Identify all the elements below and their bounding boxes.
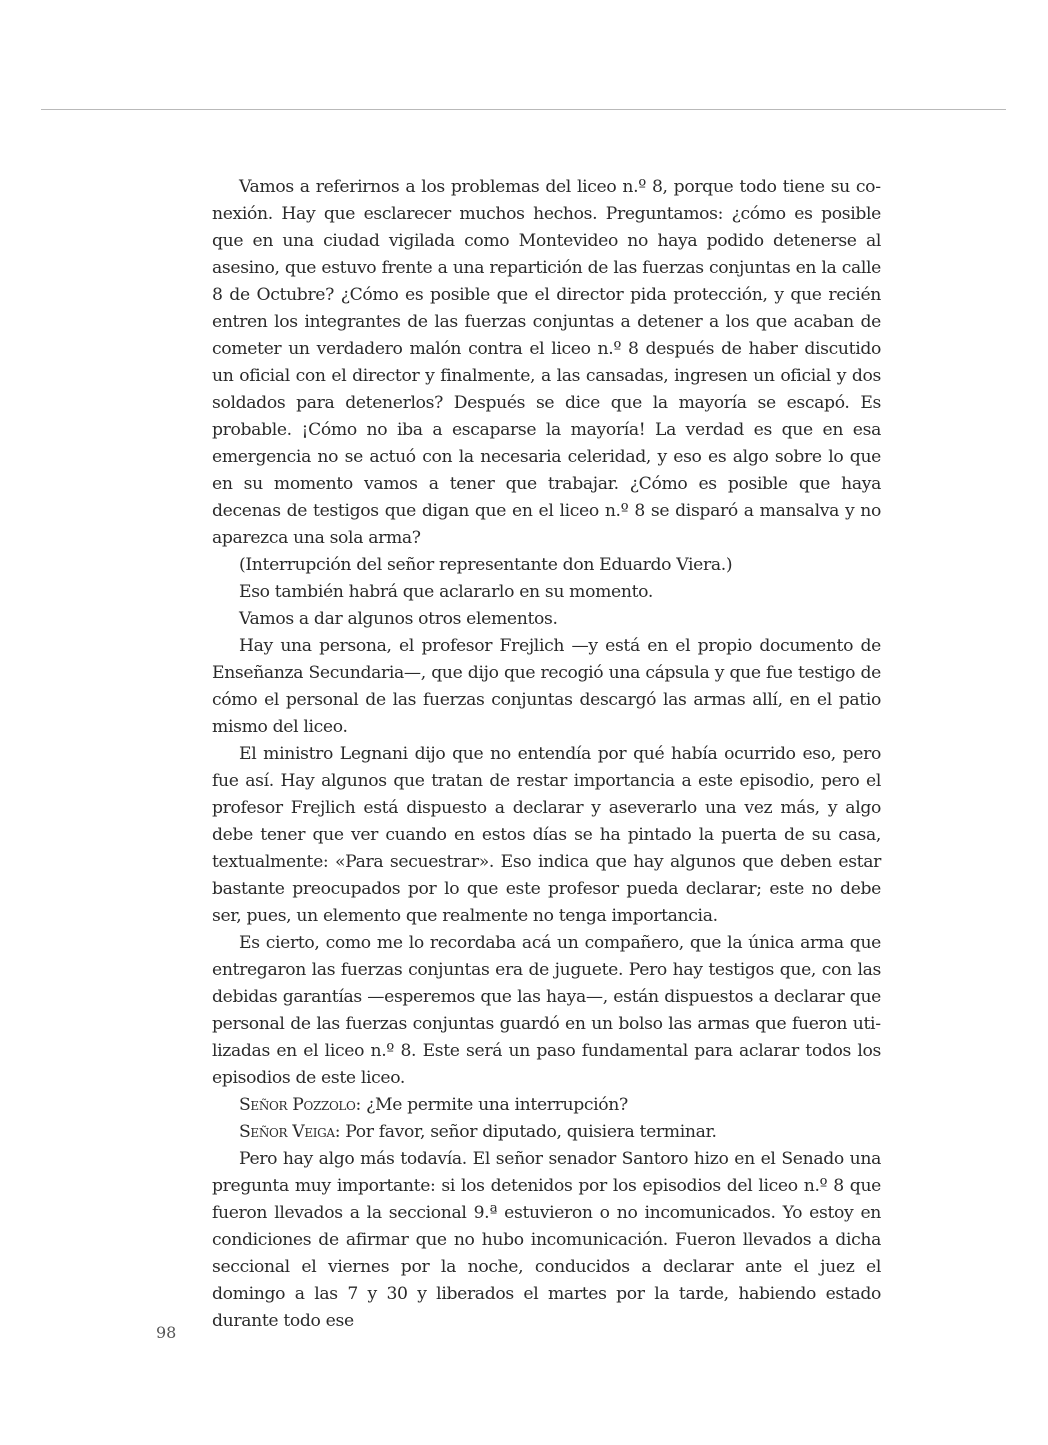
speaker-line <box>212 1119 881 1146</box>
paragraph: (Interrupción del señor representante don Eduardo Viera.) <box>239 555 733 575</box>
page-number: 98 <box>156 1323 177 1342</box>
header-rule <box>41 109 1006 110</box>
paragraph: Vamos a dar algunos otros elementos. <box>239 609 558 629</box>
paragraph: Hay una persona, el profesor Frejlich —y está en el propio documento de Enseñanza Secundaria—, que dijo que recogió una cápsula y que fue testigo de cómo el personal de las fuerzas conjuntas descargó las armas allí, en el patio mismo del liceo. <box>212 636 881 737</box>
body-text <box>212 174 881 1335</box>
paragraph: Eso también habrá que aclararlo en su momento. <box>239 582 653 602</box>
speaker-name: Señor Pozzolo <box>239 1095 356 1115</box>
paragraph: Es cierto, como me lo recordaba acá un compañero, que la única arma que entregaron las fuerzas conjuntas era de juguete. Pero hay testigos que, con las debidas garantías —esperemos que las haya—, están dispuestos a declarar que personal de las fuerzas conjuntas guardó en un bolso las armas que fueron utilizadas en el liceo n.º 8. Este será un paso fundamental para aclarar todos los episodios de este liceo. <box>212 933 881 1088</box>
speaker-line <box>212 1092 881 1119</box>
speaker-text: : Por favor, señor diputado, quisiera terminar. <box>334 1122 717 1142</box>
paragraph: Vamos a referirnos a los problemas del liceo n.º 8, porque todo tiene su conexión. Hay que esclarecer muchos hechos. Preguntamos: ¿cómo es posible que en una ciudad vigilada como Montevideo no haya podido detenerse al asesino, que estuvo frente a una repartición de las fuerzas conjuntas en la calle 8 de Octubre? ¿Cómo es posible que el director pida protección, y que recién entren los integrantes de las fuerzas conjuntas a detener a los que acaban de cometer un verdadero malón contra el liceo n.º 8 después de haber discutido un oficial con el director y finalmente, a las cansadas, ingresen un oficial y dos soldados para detenerlos? Después se dice que la mayoría se escapó. Es probable. ¡Cómo no iba a escaparse la mayoría! La verdad es que en esa emergencia no se actuó con la necesaria celeridad, y eso es algo sobre lo que en su momento vamos a tener que trabajar. ¿Cómo es posible que haya decenas de testigos que digan que en el liceo n.º 8 se disparó a mansalva y no aparezca una sola arma? <box>212 177 881 548</box>
speaker-name: Señor Veiga <box>239 1122 335 1142</box>
paragraph: Pero hay algo más todavía. El señor senador Santoro hizo en el Senado una pregunta muy importante: si los detenidos por los episodios del liceo n.º 8 que fueron llevados a la seccional 9.ª estuvieron o no incomunicados. Yo estoy en condiciones de afirmar que no hubo incomunicación. Fueron llevados a dicha seccional el viernes por la noche, conducidos a declarar ante el juez el domingo a las 7 y 30 y liberados el martes por la tarde, habiendo estado durante todo ese <box>212 1149 881 1331</box>
speaker-text: : ¿Me permite una interrupción? <box>355 1095 628 1115</box>
paragraph: El ministro Legnani dijo que no entendía por qué había ocurrido eso, pero fue así. Hay algunos que tratan de restar importancia a este episodio, pero el profesor Frejlich está dispuesto a declarar y aseverarlo una vez más, y algo debe tener que ver cuando en estos días se ha pintado la puerta de su casa, textualmente: «Para secuestrar». Eso indica que hay algunos que deben estar bastante preocupados por lo que este profesor pueda declarar; este no debe ser, pues, un elemento que realmente no tenga importancia. <box>212 744 881 926</box>
